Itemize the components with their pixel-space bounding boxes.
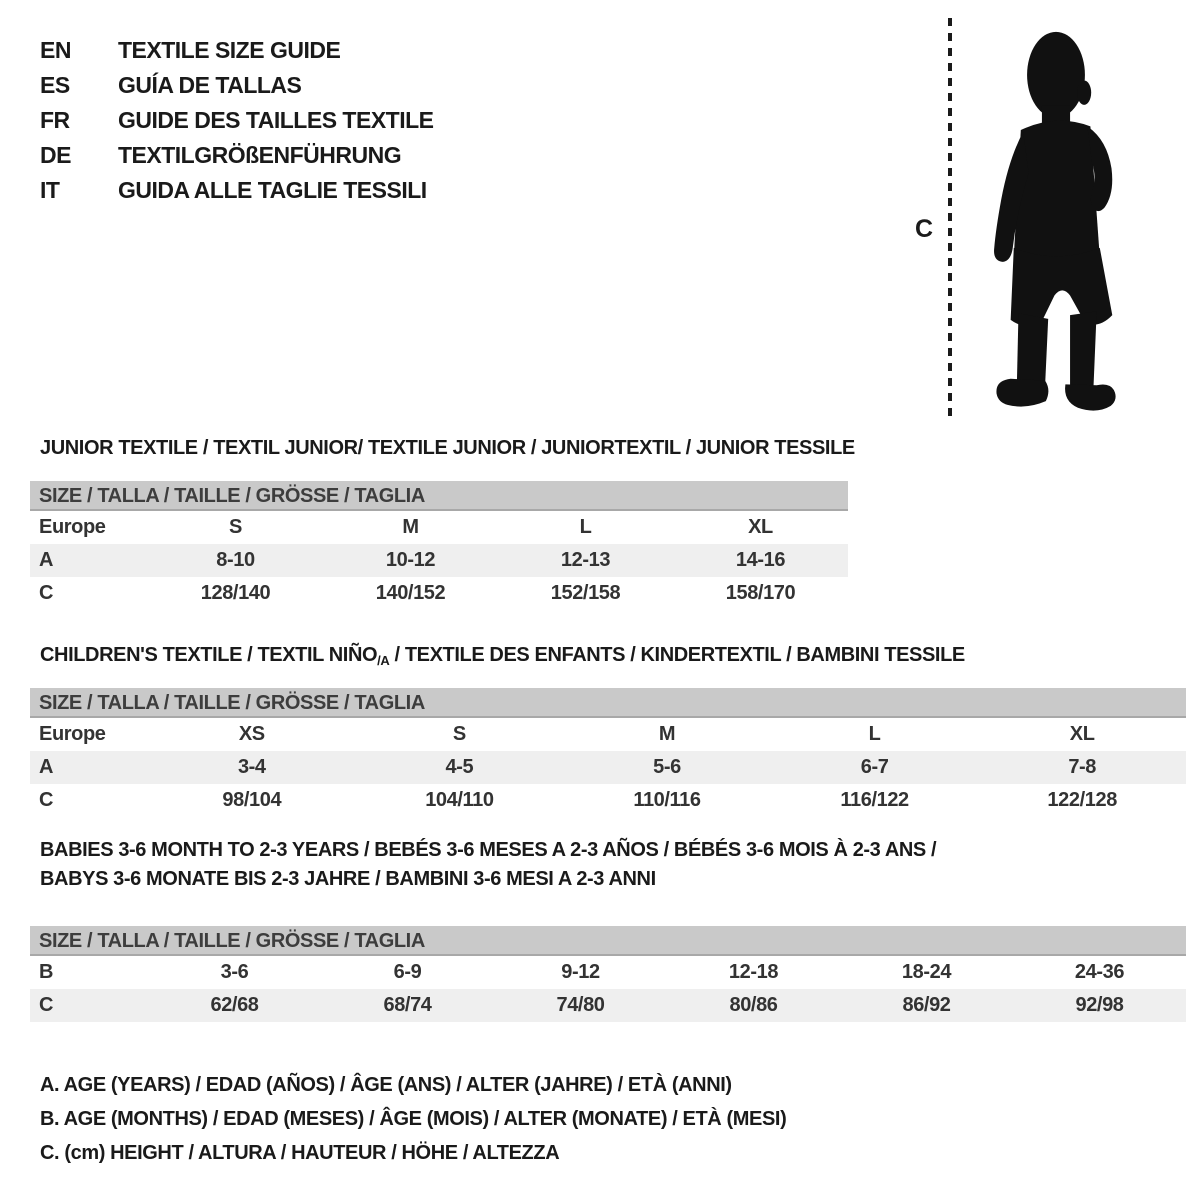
table-cell: L xyxy=(579,516,592,538)
table-cell: 80/86 xyxy=(729,994,778,1016)
legend-age-years: A. AGE (YEARS) / EDAD (AÑOS) / ÂGE (ANS) / ALTER (JAHRE) / ETÀ (ANNI) xyxy=(40,1074,732,1096)
table-cell: 9-12 xyxy=(561,961,600,983)
table-cell: L xyxy=(868,723,881,745)
table-cell: 18-24 xyxy=(901,961,952,983)
children-title-part2: / TEXTILE DES ENFANTS / KINDERTEXTIL / BAMBINI TESSILE xyxy=(389,644,965,666)
table-cell: 116/122 xyxy=(840,789,909,811)
table-cell: M xyxy=(658,723,676,745)
language-row-fr xyxy=(40,103,434,138)
language-title: GUIDE DES TAILLES TEXTILE xyxy=(118,107,434,133)
table-cell: S xyxy=(452,723,466,745)
junior-size-table-header: SIZE / TALLA / TAILLE / GRÖSSE / TAGLIA xyxy=(30,481,848,511)
children-title-part1: CHILDREN'S TEXTILE / TEXTIL NIÑO xyxy=(40,644,378,666)
table-cell: 104/110 xyxy=(425,789,494,811)
measure-legend xyxy=(40,1068,786,1170)
table-cell: 110/116 xyxy=(633,789,701,811)
table-row-age-years xyxy=(30,751,1186,784)
junior-section-title: JUNIOR TEXTILE / TEXTIL JUNIOR/ TEXTILE JUNIOR / JUNIORTEXTIL / JUNIOR TESSILE xyxy=(40,437,855,459)
language-code: ES xyxy=(40,72,70,98)
children-size-table-header: SIZE / TALLA / TAILLE / GRÖSSE / TAGLIA xyxy=(30,688,1186,718)
language-code: FR xyxy=(40,107,70,133)
table-cell: 92/98 xyxy=(1075,994,1124,1016)
table-row-europe xyxy=(30,511,848,544)
table-cell: 6-7 xyxy=(860,756,889,778)
table-cell: 14-16 xyxy=(735,549,786,571)
children-title-subscript: /A xyxy=(377,653,390,668)
junior-size-table xyxy=(30,481,848,610)
table-cell: 128/140 xyxy=(200,582,271,604)
row-label: C xyxy=(39,789,54,811)
legend-height-cm: C. (cm) HEIGHT / ALTURA / HAUTEUR / HÖHE / ALTEZZA xyxy=(40,1142,560,1164)
language-title: GUÍA DE TALLAS xyxy=(118,72,302,98)
table-cell: 4-5 xyxy=(445,756,474,778)
language-row-es xyxy=(40,68,434,103)
table-cell: 152/158 xyxy=(550,582,621,604)
table-cell: 6-9 xyxy=(393,961,422,983)
children-section-title xyxy=(40,644,965,668)
table-cell: 98/104 xyxy=(222,789,282,811)
table-cell: 12-13 xyxy=(560,549,611,571)
row-label: A xyxy=(39,756,54,778)
table-cell: 5-6 xyxy=(653,756,681,778)
table-row-age-months xyxy=(30,956,1186,989)
row-label: A xyxy=(39,549,54,571)
table-row-height xyxy=(30,784,1186,817)
row-label: B xyxy=(39,961,54,983)
legend-age-months: B. AGE (MONTHS) / EDAD (MESES) / ÂGE (MOIS) / ALTER (MONATE) / ETÀ (MESI) xyxy=(40,1108,787,1130)
language-row-it xyxy=(40,173,434,208)
babies-title-line1: BABIES 3-6 MONTH TO 2-3 YEARS / BEBÉS 3-6 MESES A 2-3 AÑOS / BÉBÉS 3-6 MOIS À 2-3 ANS / xyxy=(40,839,937,861)
table-cell: 86/92 xyxy=(902,994,951,1016)
table-cell: 3-4 xyxy=(237,756,266,778)
children-size-table xyxy=(30,688,1186,817)
language-row-de xyxy=(40,138,434,173)
height-measure-label: C xyxy=(915,215,934,243)
table-row-height xyxy=(30,989,1186,1022)
table-cell: 24-36 xyxy=(1074,961,1125,983)
babies-section-title xyxy=(40,836,936,894)
toddler-silhouette-icon xyxy=(970,16,1142,418)
table-cell: 8-10 xyxy=(216,549,255,571)
language-code: EN xyxy=(40,37,71,63)
language-row-en xyxy=(40,33,434,68)
table-cell: 68/74 xyxy=(383,994,432,1016)
table-cell: S xyxy=(229,516,242,538)
table-cell: XL xyxy=(748,516,773,538)
height-measure-dashed-line-icon xyxy=(948,18,952,416)
babies-title-line2: BABYS 3-6 MONATE BIS 2-3 JAHRE / BAMBINI 3-6 MESI A 2-3 ANNI xyxy=(40,868,656,890)
table-cell: 62/68 xyxy=(210,994,259,1016)
table-cell: 3-6 xyxy=(220,961,249,983)
table-row-europe xyxy=(30,718,1186,751)
babies-size-table-header: SIZE / TALLA / TAILLE / GRÖSSE / TAGLIA xyxy=(30,926,1186,956)
table-cell: M xyxy=(402,516,419,538)
table-cell: 10-12 xyxy=(385,549,436,571)
language-title: GUIDA ALLE TAGLIE TESSILI xyxy=(118,177,427,203)
table-row-age-years xyxy=(30,544,848,577)
table-cell: XL xyxy=(1069,723,1095,745)
language-title-list xyxy=(40,33,434,208)
language-title: TEXTILE SIZE GUIDE xyxy=(118,37,341,63)
height-measure-figure xyxy=(880,0,1200,430)
table-cell: 122/128 xyxy=(1047,789,1117,811)
row-label: Europe xyxy=(39,516,106,538)
row-label: Europe xyxy=(39,723,106,745)
row-label: C xyxy=(39,582,54,604)
table-cell: 158/170 xyxy=(725,582,796,604)
babies-size-table xyxy=(30,926,1186,1022)
table-cell: 7-8 xyxy=(1068,756,1097,778)
language-code: IT xyxy=(40,177,60,203)
table-cell: XS xyxy=(238,723,265,745)
language-code: DE xyxy=(40,142,71,168)
table-cell: 74/80 xyxy=(556,994,605,1016)
table-cell: 140/152 xyxy=(375,582,446,604)
table-cell: 12-18 xyxy=(728,961,779,983)
language-title: TEXTILGRÖßENFÜHRUNG xyxy=(118,142,402,168)
row-label: C xyxy=(39,994,54,1016)
table-row-height xyxy=(30,577,848,610)
